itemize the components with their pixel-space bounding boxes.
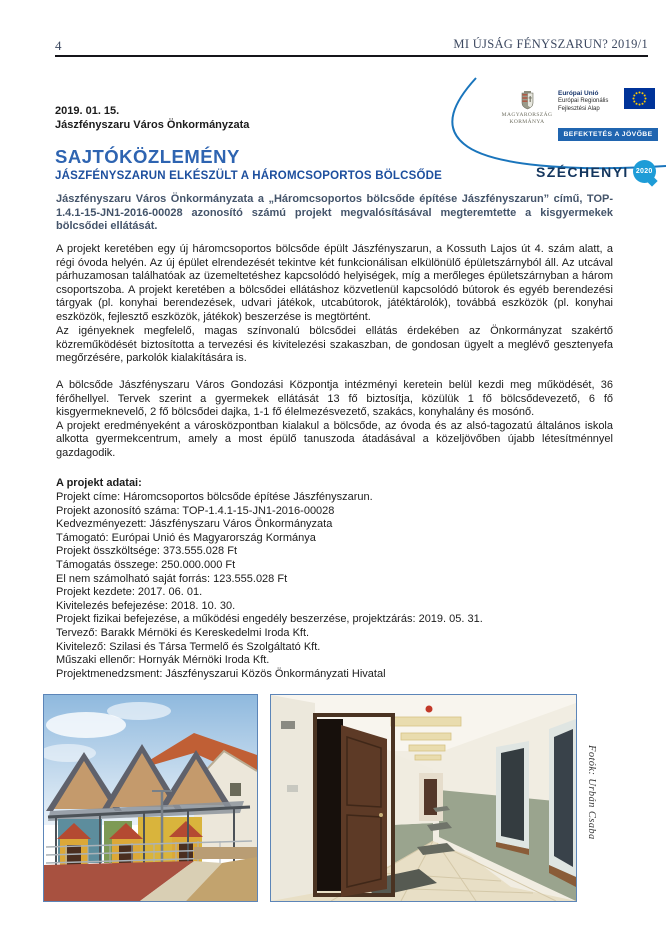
eu-fund-logo (558, 88, 658, 126)
photo-credit: Fotók: Urbán Csaba (586, 745, 597, 840)
gov-label-line1: MAGYARORSZÁG (501, 112, 553, 118)
project-detail-item: Projekt címe: Háromcsoportos bölcsőde építése Jászfényszarun. (56, 491, 373, 503)
body-paragraph: Az igényeknek megfelelő, magas színvonalú bölcsődei ellátás érdekében az Önkormányzat szakértő közreműködését biztosította a tervezési és kivitelezési szakaszban, de gondosan ügyelt a meglévő gesztenyefa megőrzésére, parkolók kialakítására is. (56, 325, 613, 364)
project-detail-item: Kivitelezés befejezése: 2018. 10. 30. (56, 599, 236, 612)
press-release-title: SAJTÓKÖZLEMÉNY (55, 146, 240, 167)
press-release-subtitle: JÁSZFÉNYSZARUN ELKÉSZÜLT A HÁROMCSOPORTOS BÖLCSŐDE (55, 170, 442, 182)
szechenyi-year: 2020 (635, 168, 653, 175)
header-rule (55, 55, 648, 57)
publication-title: MI ÚJSÁG FÉNYSZARUN? 2019/1 (453, 37, 648, 51)
investment-banner: BEFEKTETÉS A JÖVŐBE (558, 128, 658, 141)
project-detail-item: Tervező: Barakk Mérnöki és Kereskedelmi Iroda Kft. (56, 626, 310, 639)
funding-logo-block (440, 76, 666, 194)
project-details-list (56, 491, 613, 681)
body-paragraph-group (56, 379, 613, 460)
project-detail-item: Projekt fizikai befejezése, a működési engedély beszerzése, projektzárás: 2019. 05. 31. (56, 613, 483, 626)
body-paragraph: A projekt keretében egy új háromcsoportos bölcsőde épült Jászfényszarun, a Kossuth Lajos út 4. szám alatt, a régi óvoda helyén. Az új épület elrendezését tekintve két funkcionálisan elkülönülő épületszárnyból áll. Az utcával párhuzamosan találhatóak az üzemeltetéshez kapcsolódó helyiségek, míg a merőleges épületszárnyban a három csoportszoba. A projekt keretében a bölcsődei ellátáshoz közvetlenül kapcsolódó bútorok és egyéb berendezési tárgyak (pl. konyhai berendezések, udvari játékok, utcabútorok, játéktárolók), továbbá eszközök (pl. konyhai eszközök, fejlesztő eszközök, játékok) beszerzése is megtörtént. (56, 243, 613, 323)
hungarian-government-logo (498, 90, 556, 125)
project-detail-item: Támogatás összege: 250.000.000 Ft (56, 558, 236, 571)
project-details-heading: A projekt adatai: (56, 477, 142, 489)
project-detail-item: Kedvezményezett: Jászfényszaru Város Önkormányzata (56, 518, 333, 531)
gov-label-line2: KORMÁNYA (509, 118, 545, 125)
eu-label-line1: Európai Unió (558, 90, 599, 97)
hungary-coat-of-arms-icon (520, 90, 535, 110)
body-paragraph: A bölcsőde Jászfényszaru Város Gondozási Központja intézményi keretein belül kezdi meg működését, 36 férőhellyel. Tervek szerint a gyermekek ellátását 13 fő biztosítja, közülük 1 fő bölcsődevezető, 6 fő kisgyermeknevelő, 2 fő bölcsődei dajka, 1-1 fő élelmezésvezető, szakács, konyhalány és mosónő. (56, 379, 613, 418)
page-number: 4 (55, 38, 62, 53)
project-detail-item: Műszaki ellenőr: Hornyák Mérnöki Iroda Kft. (56, 654, 270, 667)
szechenyi-wordmark: SZÉCHENYI (536, 163, 629, 180)
eu-label-line3: Fejlesztési Alap (558, 105, 600, 112)
corridor-photo (270, 694, 577, 902)
project-detail-item: Projekt azonosító száma: TOP-1.4.1-15-JN1-2016-00028 (56, 504, 335, 517)
eu-label-line2: Európai Regionális (558, 98, 609, 104)
release-date: 2019. 01. 15. (55, 105, 120, 117)
project-detail-item: Projekt kezdete: 2017. 06. 01. (56, 586, 203, 599)
eu-flag-icon (624, 88, 655, 109)
szechenyi-2020-logo (536, 160, 656, 183)
project-detail-item: El nem számolható saját forrás: 123.555.028 Ft (56, 572, 288, 585)
lead-paragraph: Jászfényszaru Város Önkormányzata a „Háromcsoportos bölcsőde építése Jászfényszarun” című, TOP-1.4.1-15-JN1-2016-00028 azonosító számú projekt megvalósításával megteremtette a kisgyermekek bölcsődei ellátását. (56, 193, 613, 232)
project-detail-item: Projektmenedzsment: Jászfényszarui Közös Önkormányzati Hivatal (56, 667, 386, 680)
body-paragraph: A projekt eredményeként a városközpontban kialakul a bölcsőde, az óvoda és az alsó-tagozatú általános iskola alkotta gyermekcentrum, amely a most épülő tanuszoda átadásával a közeljövőben újabb létesítménnyel gazdagodik. (56, 419, 613, 459)
project-detail-item: Kivitelező: Szilasi és Társa Termelő és Szolgáltató Kft. (56, 640, 321, 653)
release-organization: Jászfényszaru Város Önkormányzata (55, 119, 250, 131)
szechenyi-pin-icon (633, 160, 656, 183)
nursery-exterior-photo (43, 694, 258, 902)
project-detail-item: Projekt összköltsége: 373.555.028 Ft (56, 545, 237, 558)
project-detail-item: Támogató: Európai Unió és Magyarország Kormánya (56, 531, 316, 544)
